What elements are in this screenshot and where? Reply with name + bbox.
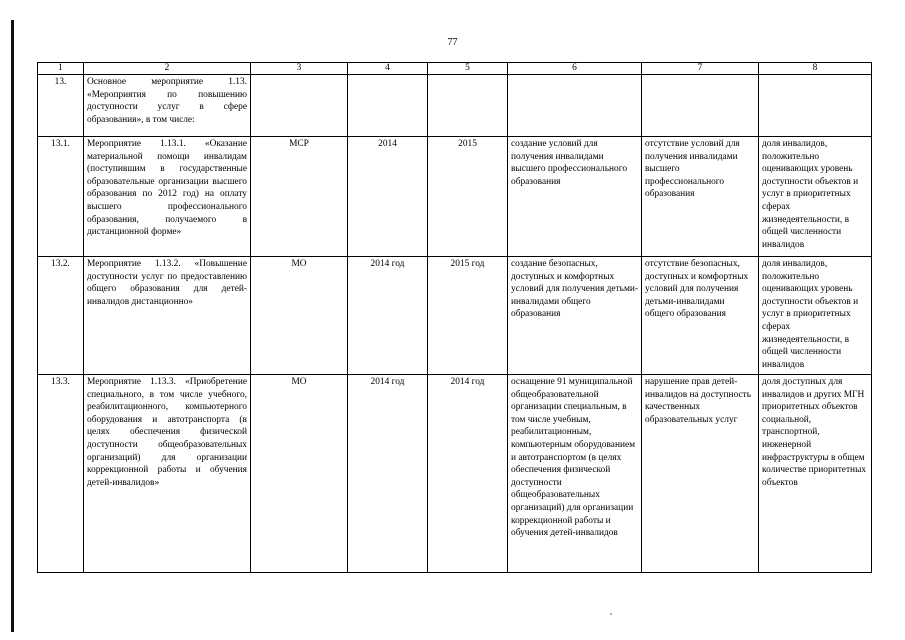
measure-name: Мероприятие 1.13.1. «Оказание материальной помощи инвалидам (поступившим в государственные образовательные организации высшего образования по 2012 год) на оплату высшего профессионального образования, получаемого в дистанционной форме» [84,137,251,257]
measures-table [37,62,872,573]
start-date: 2014 год [348,375,428,573]
column-number: 4 [348,63,428,75]
column-number: 7 [642,63,759,75]
measure-name: Мероприятие 1.13.3. «Приобретение специального, в том числе учебного, реабилитационного, компьютерного оборудования и автотранспорта (в целях обеспечения физической доступности общеобразовательных организаций) для организации коррекционной работы и обучения детей-инвалидов» [84,375,251,573]
end-date: 2015 год [428,257,508,375]
row-number: 13.2. [38,257,84,375]
column-number: 2 [84,63,251,75]
row-number: 13.3. [38,375,84,573]
scan-binding-edge [11,20,14,632]
end-date: 2014 год [428,375,508,573]
non-implementation-consequences: нарушение прав детей-инвалидов на доступность качественных образовательных услуг [642,375,759,573]
column-number: 6 [508,63,642,75]
end-date [428,75,508,137]
table-row [38,257,872,375]
expected-result [508,75,642,137]
measure-name: Мероприятие 1.13.2. «Повышение доступности услуг по предоставлению общего образования для детей-инвалидов дистанционно» [84,257,251,375]
executor: МСР [251,137,348,257]
executor: МО [251,257,348,375]
measure-name: Основное мероприятие 1.13. «Мероприятия по повышению доступности услуг в сфере образования», в том числе: [84,75,251,137]
non-implementation-consequences: отсутствие безопасных, доступных и комфортных условий для получения детьми-инвалидами общего образования [642,257,759,375]
end-date: 2015 [428,137,508,257]
row-number: 13. [38,75,84,137]
page-number: 77 [447,37,458,48]
linked-indicator: доля доступных для инвалидов и других МГН приоритетных объектов социальной, транспортной, инженерной инфраструктуры в общем количестве приоритетных объектов [759,375,872,573]
scan-artifact [610,613,612,615]
linked-indicator: доля инвалидов, положительно оценивающих уровень доступности объектов и услуг в приоритетных сферах жизнедеятельности, в общей численности инвалидов [759,137,872,257]
executor [251,75,348,137]
start-date: 2014 [348,137,428,257]
expected-result: создание условий для получения инвалидами высшего профессионального образования [508,137,642,257]
start-date: 2014 год [348,257,428,375]
linked-indicator: доля инвалидов, положительно оценивающих уровень доступности объектов и услуг в приоритетных сферах жизнедеятельности, в общей численности инвалидов [759,257,872,375]
non-implementation-consequences: отсутствие условий для получения инвалидами высшего профессионального образования [642,137,759,257]
table-row [38,75,872,137]
column-number-row [38,63,872,75]
start-date [348,75,428,137]
column-number: 8 [759,63,872,75]
table-row [38,137,872,257]
executor: МО [251,375,348,573]
linked-indicator [759,75,872,137]
expected-result: оснащение 91 муниципальной общеобразовательной организации специальным, в том числе учебным, реабилитационным, компьютерным оборудованием и автотранспортом (в целях обеспечения физической доступности общеобразовательных организаций) для организации коррекционной работы и обучения детей-инвалидов [508,375,642,573]
column-number: 5 [428,63,508,75]
column-number: 3 [251,63,348,75]
non-implementation-consequences [642,75,759,137]
row-number: 13.1. [38,137,84,257]
expected-result: создание безопасных, доступных и комфортных условий для получения детьми-инвалидами общего образования [508,257,642,375]
column-number: 1 [38,63,84,75]
table-row [38,375,872,573]
